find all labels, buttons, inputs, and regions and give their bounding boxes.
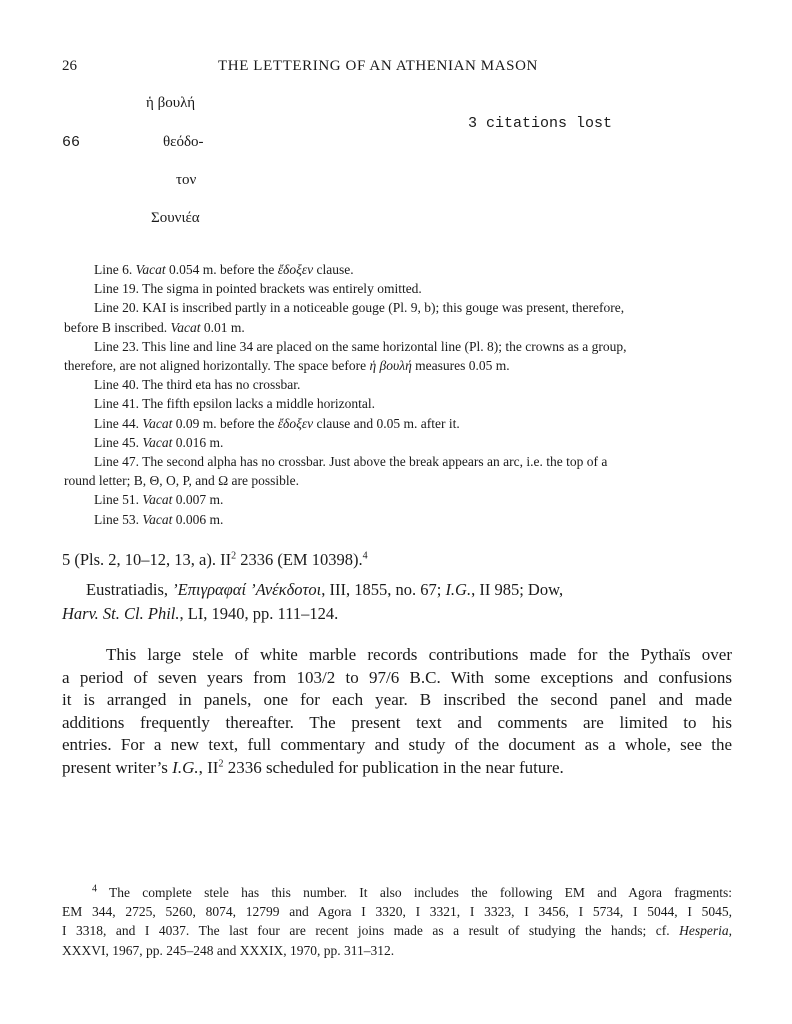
running-title: THE LETTERING OF AN ATHENIAN MASON bbox=[218, 58, 538, 74]
section-heading-pre: 5 (Pls. 2, 10–12, 13, a). II bbox=[62, 550, 232, 569]
page-number: 26 bbox=[62, 58, 77, 74]
line-note bbox=[94, 375, 734, 394]
footnote-text: I 3318, and I 4037. The last four are recent joins made as a result of studying the hands; cf. bbox=[62, 923, 680, 939]
line-note-label: Line 45. bbox=[94, 434, 139, 450]
crown-text-theodo: θεόδο- bbox=[163, 134, 204, 150]
footnote-ref: 4 bbox=[362, 550, 368, 562]
bib-rest-3: , LI, 1940, pp. 111–124. bbox=[179, 604, 339, 623]
para-line: it is arranged in panels, one for each year. B inscribed the second panel and made bbox=[62, 690, 732, 709]
note-text: KAI is inscribed partly in a noticeable gouge (Pl. 9, b); this gouge was present, therefore, bbox=[139, 300, 625, 316]
note-italic-text: Vacat bbox=[142, 492, 173, 508]
note-italic-text: Vacat bbox=[142, 415, 173, 431]
note-text: The second alpha has no crossbar. Just above the break appears an arc, i.e. the top of a bbox=[139, 454, 608, 470]
bibliography bbox=[62, 578, 732, 626]
line-note bbox=[94, 510, 734, 529]
note-text: 0.007 m. bbox=[172, 492, 224, 508]
note-text: The sigma in pointed brackets was entirely omitted. bbox=[139, 281, 422, 297]
bib-ig: I.G. bbox=[445, 580, 472, 599]
line-note bbox=[94, 490, 734, 509]
line-note-label: Line 41. bbox=[94, 396, 139, 412]
bib-journal: Harv. St. Cl. Phil. bbox=[62, 604, 180, 623]
note-italic-text: ἔδοξεν bbox=[277, 262, 314, 277]
note-text: 0.09 m. before the bbox=[172, 415, 278, 431]
section-heading-sup: 2 bbox=[231, 550, 237, 562]
inscription-line-number: 66 bbox=[62, 134, 81, 151]
line-note-continuation bbox=[64, 318, 734, 337]
line-note-label: Line 44. bbox=[94, 415, 139, 431]
section-heading-post: 2336 (EM 10398). bbox=[236, 550, 363, 569]
line-note bbox=[94, 394, 734, 413]
footnote-line-4: XXXVI, 1967, pp. 245–248 and XXXIX, 1970, pp. 311–312. bbox=[62, 942, 395, 958]
para-text: present writer’s bbox=[62, 757, 173, 777]
footnote-line-3 bbox=[62, 921, 732, 940]
footnote-text: The complete stele has this number. It also includes the following EM and Agora fragments: bbox=[97, 885, 732, 900]
note-text: therefore, are not aligned horizontally. The space before bbox=[64, 358, 370, 374]
footnote-line-1 bbox=[62, 883, 732, 902]
note-italic-text: ἔδοξεν bbox=[277, 415, 314, 431]
bib-author: Eustratiadis, bbox=[86, 580, 173, 599]
bib-rest-1: , III, 1855, no. 67; bbox=[321, 580, 446, 599]
line-note-continuation bbox=[64, 356, 734, 375]
note-text: The fifth epsilon lacks a middle horizontal. bbox=[139, 396, 375, 412]
bib-title: ’Επιγραφαί ’Ανέκδοτοι bbox=[172, 580, 322, 599]
line-note-label: Line 40. bbox=[94, 377, 139, 393]
note-text: 0.006 m. bbox=[172, 511, 224, 527]
note-italic-text: ἡ βουλή bbox=[369, 358, 412, 374]
note-text: 0.01 m. bbox=[200, 319, 245, 335]
bibliography-line-1 bbox=[62, 578, 732, 602]
para-text: 2336 scheduled for publication in the near future. bbox=[223, 757, 564, 777]
crown-text-ton: τον bbox=[176, 172, 197, 188]
note-italic-text: Vacat bbox=[142, 434, 173, 450]
body-paragraph bbox=[62, 644, 732, 779]
line-note bbox=[94, 452, 734, 471]
footnote-marker: 4 bbox=[92, 883, 97, 895]
citations-lost-note: 3 citations lost bbox=[468, 115, 613, 132]
note-italic-text: Vacat bbox=[170, 319, 201, 335]
note-text: 0.016 m. bbox=[172, 434, 224, 450]
bibliography-line-2 bbox=[62, 602, 732, 626]
crown-text-boule: ἡ βουλή bbox=[146, 95, 196, 111]
section-heading bbox=[62, 550, 368, 570]
para-line-last bbox=[62, 757, 732, 780]
para-line: entries. For a new text, full commentary and study of the document as a whole, see the bbox=[62, 735, 732, 754]
line-note-label: Line 6. bbox=[94, 262, 133, 277]
note-text: round letter; B, Θ, O, P, and Ω are possible. bbox=[64, 473, 299, 489]
line-note bbox=[94, 414, 734, 433]
line-note-continuation bbox=[64, 471, 734, 490]
line-note bbox=[94, 337, 734, 356]
note-text: clause. bbox=[313, 262, 354, 277]
footnote bbox=[62, 883, 732, 960]
para-line: additions frequently thereafter. The present text and comments are limited to his bbox=[62, 712, 732, 732]
note-text: before B inscribed. bbox=[64, 319, 171, 335]
note-text: This line and line 34 are placed on the same horizontal line (Pl. 8); the crowns as a group, bbox=[139, 338, 627, 354]
line-note bbox=[94, 260, 734, 279]
line-note bbox=[94, 279, 734, 298]
note-italic-text: Vacat bbox=[142, 511, 173, 527]
footnote-journal: Hesperia bbox=[679, 923, 729, 939]
line-note-label: Line 23. bbox=[94, 338, 139, 354]
note-text: clause and 0.05 m. after it. bbox=[313, 415, 460, 431]
footnote-line-2: EM 344, 2725, 5260, 8074, 12799 and Agora I 3320, I 3321, I 3323, I 3456, I 5734, I 5044, I 5045, bbox=[62, 904, 732, 920]
para-line: This large stele of white marble records contributions made for the Pythaïs over bbox=[106, 645, 732, 664]
line-note-label: Line 53. bbox=[94, 511, 139, 527]
para-line: a period of seven years from 103/2 to 97/6 B.C. With some exceptions and confusions bbox=[62, 667, 732, 687]
crown-text-sounieia: Σουνιέα bbox=[151, 210, 200, 226]
line-note-label: Line 51. bbox=[94, 492, 139, 508]
line-notes bbox=[64, 260, 734, 529]
para-text: , II bbox=[198, 757, 219, 777]
line-note-label: Line 47. bbox=[94, 454, 139, 470]
note-text: The third eta has no crossbar. bbox=[139, 377, 301, 393]
note-text: measures 0.05 m. bbox=[411, 358, 510, 374]
note-text: 0.054 m. before the bbox=[165, 262, 278, 277]
line-note-label: Line 19. bbox=[94, 281, 139, 297]
bib-rest-2: , II 985; Dow, bbox=[471, 580, 564, 599]
footnote-text: , bbox=[728, 923, 732, 939]
para-ig: I.G. bbox=[172, 757, 199, 777]
line-note-label: Line 20. bbox=[94, 300, 139, 316]
para-sup: 2 bbox=[218, 757, 224, 769]
line-note bbox=[94, 298, 734, 317]
line-note bbox=[94, 433, 734, 452]
note-italic-text: Vacat bbox=[135, 262, 166, 277]
